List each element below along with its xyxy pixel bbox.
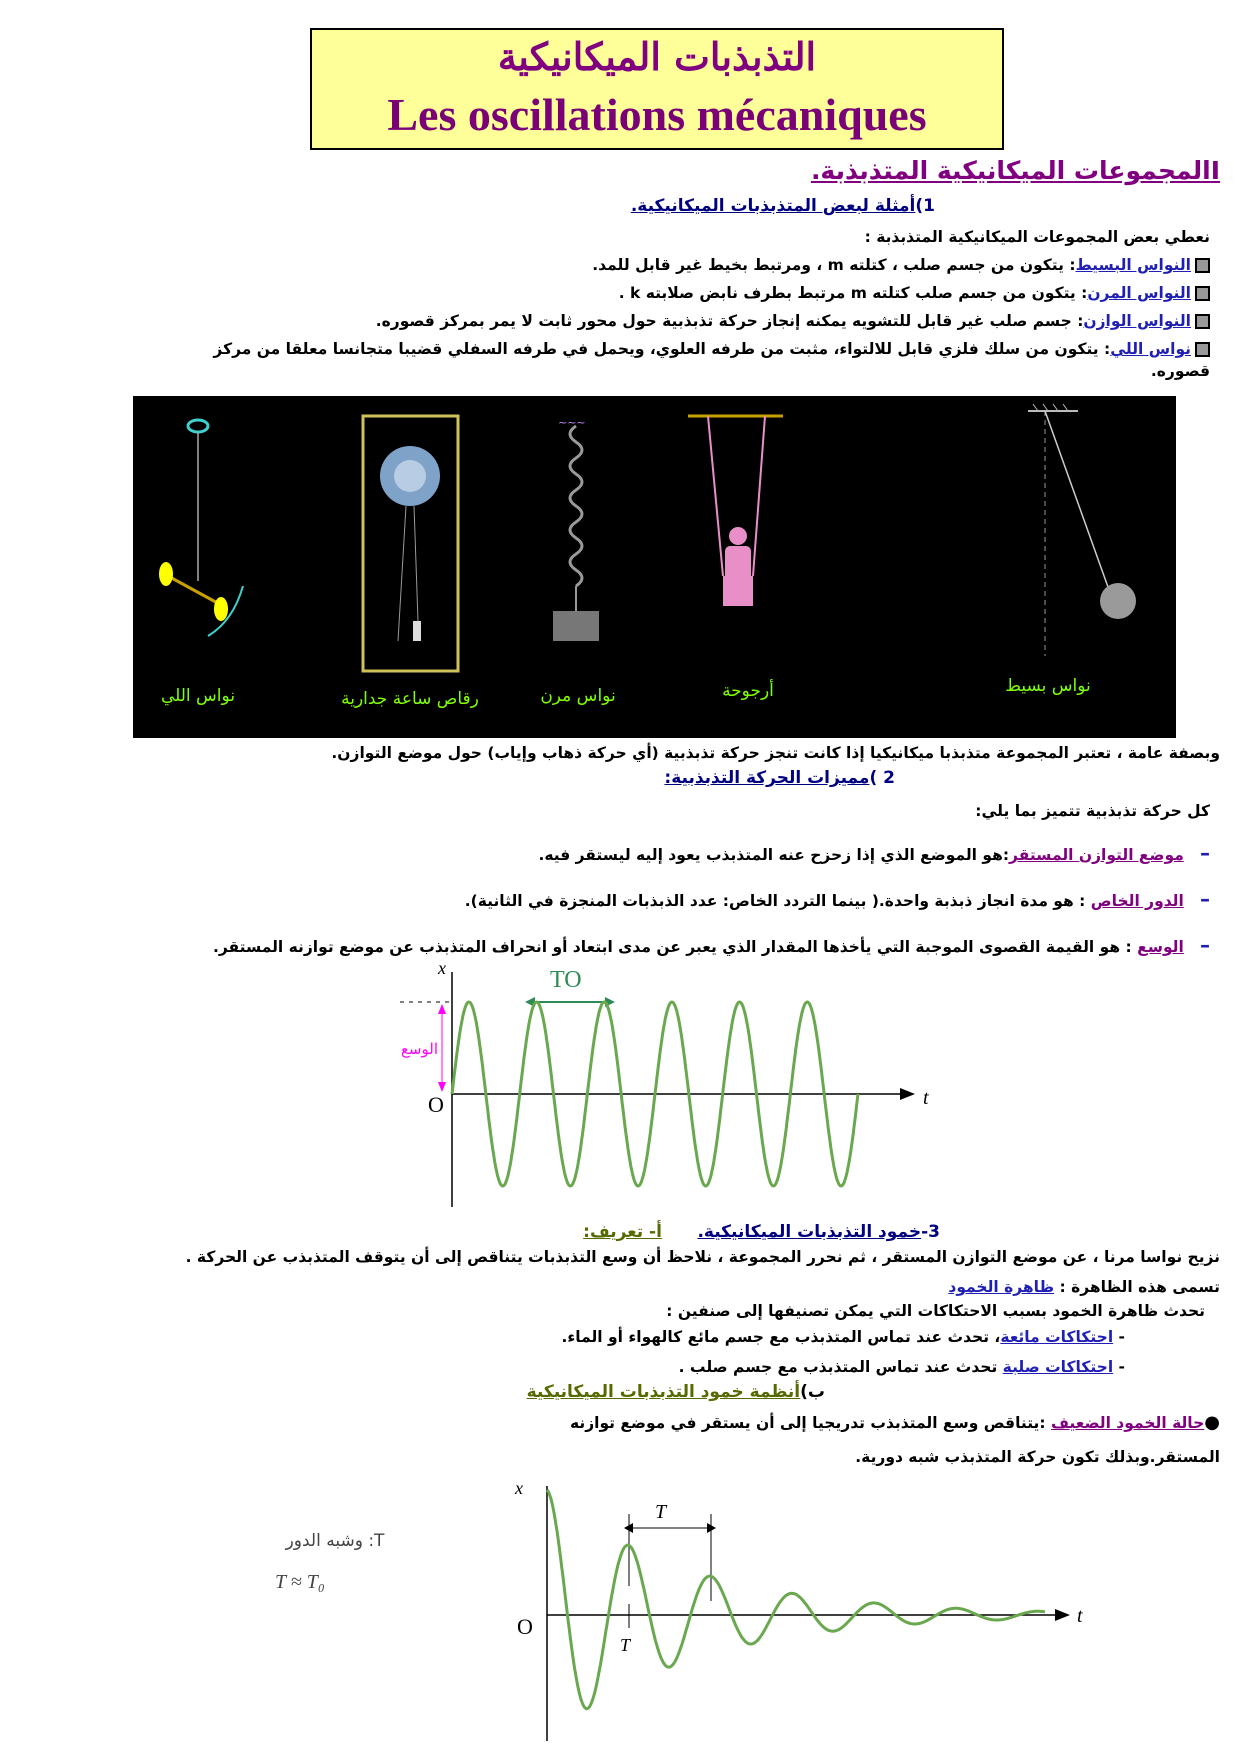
svg-text:~~~: ~~~ — [558, 416, 586, 429]
list-item — [210, 310, 1210, 332]
t-axis-arrow-icon — [900, 1088, 915, 1100]
t-axis-arrow-icon — [1055, 1609, 1070, 1621]
spring-pendulum-figure — [553, 416, 599, 641]
item-text: :يتناقص وسع المتذبذب تدريجيا إلى أن يستقر في موضع توازنه — [569, 1414, 1051, 1432]
sub-b-heading: أنظمة خمود التذبذبات الميكانيكية — [526, 1382, 801, 1402]
dash-icon: – — [1200, 887, 1210, 911]
term-equilibrium: موضع التوازن المستقر — [1009, 846, 1184, 864]
features-intro: كل حركة تذبذبية تتميز بما يلي: — [975, 802, 1210, 820]
x-label: x — [438, 962, 446, 978]
oscillators-illustration — [133, 396, 1176, 738]
term-spring-pendulum: النواس المرن — [1087, 284, 1191, 302]
oscillators-photo — [133, 396, 1176, 738]
x-label: x — [515, 1478, 523, 1498]
para2-prefix: تسمى هذه الظاهرة : — [1054, 1278, 1220, 1296]
caption-simple-pendulum: نواس بسيط — [1005, 676, 1091, 696]
section1-heading-row — [520, 156, 1220, 185]
term-amplitude: الوسع — [1137, 938, 1184, 956]
term-weak-damping: حالة الخمود الضعيف — [1050, 1414, 1205, 1432]
item-text: : هو مدة انجاز ذبذبة واحدة.( بينما التردد الخاص: عدد الذبذبات المنجزة في الثانية). — [464, 892, 1091, 910]
swing-figure — [688, 416, 783, 606]
list-item — [210, 254, 1210, 276]
section3-para1: نزيح نواسا مرنا ، عن موضع التوازن المستقر ، ثم نحرر المجموعة ، نلاحظ أن وسع التذبذبات يتناقص إلى أن يتوقف المتذبذب عن الحركة . — [185, 1248, 1220, 1266]
sub1-row — [435, 196, 935, 216]
sub2-num: 2 ) — [869, 768, 895, 788]
sub2-title: مميزات الحركة التذبذبية: — [664, 768, 870, 788]
item-text: : يتكون من جسم صلب ، كتلته m ، ومرتبط بخيط غير قابل للمد. — [592, 256, 1076, 274]
title-box — [310, 28, 1004, 150]
term-fluid-friction: احتكاكات مائعة — [1000, 1328, 1114, 1346]
period-label: TO — [550, 967, 582, 993]
sub-b-num: ب) — [800, 1382, 825, 1402]
term-torsion-pendulum: نواس اللي — [1110, 340, 1191, 358]
bullet-icon — [1195, 258, 1210, 273]
item-text: تحدث عند تماس المتذبذب مع جسم صلب . — [678, 1358, 1003, 1376]
sub2-row — [395, 768, 895, 788]
term-solid-friction: احتكاكات صلبة — [1002, 1358, 1114, 1376]
term-period: الدور الخاص — [1090, 892, 1184, 910]
list-item — [110, 842, 1210, 866]
period-bottom-label: T — [620, 1635, 631, 1655]
section3-num: 3- — [921, 1222, 940, 1242]
weak-damping-continuation: المستقر.وبذلك تكون حركة المتذبذب شبه دورية. — [855, 1448, 1220, 1466]
approx-label: T ≈ T₀ — [275, 1571, 325, 1593]
caption-clock-pendulum: رقاص ساعة جدارية — [341, 689, 479, 709]
dash-icon: – — [1200, 841, 1210, 865]
item-text: : هو القيمة القصوى الموجبة التي يأخذها المقدار الذي يعبر عن مدى ابتعاد أو انحراف المتذبذب عن موضع توازنه المستقر. — [212, 938, 1138, 956]
term-simple-pendulum: النواس البسيط — [1075, 256, 1191, 274]
damped-curve — [547, 1490, 1045, 1709]
damped-oscillation-graph — [215, 1476, 1105, 1748]
period-top-label: T — [655, 1501, 667, 1523]
item-text: ، تحدث عند تماس المتذبذب مع جسم مائع كالهواء أو الماء. — [561, 1328, 1001, 1346]
section3-para2 — [220, 1276, 1220, 1298]
origin-label: O — [517, 1614, 533, 1639]
origin-label: O — [428, 1092, 444, 1117]
list-item: - احتكاكات مائعة، تحدث عند تماس المتذبذب مع جسم مائع كالهواء أو الماء. — [561, 1328, 1125, 1346]
list-item — [150, 338, 1210, 382]
title-french: Les oscillations mécaniques — [387, 89, 927, 140]
list-item: ●حالة الخمود الضعيف :يتناقص وسع المتذبذب تدريجيا إلى أن يستقر في موضع توازنه — [569, 1412, 1220, 1433]
list-item — [30, 934, 1210, 958]
pseudo-period-label: وشبه الدور :T — [285, 1531, 385, 1551]
item-text: :هو الموضع الذي إذا زحزح عنه المتذبذب يعود إليه ليستقر فيه. — [538, 846, 1010, 864]
sub1-title: أمثلة لبعض المتذبذبات الميكانيكية. — [630, 196, 916, 216]
section1-roman: I — [1210, 156, 1220, 185]
caption-swing: أرجوحة — [722, 681, 774, 701]
sub-a-heading: أ- تعريف: — [583, 1222, 662, 1242]
clock-pendulum-figure — [363, 416, 458, 671]
list-item: - احتكاكات صلبة تحدث عند تماس المتذبذب مع جسم صلب . — [678, 1358, 1125, 1376]
dash-icon: – — [1200, 933, 1210, 957]
caption-spring-pendulum: نواس مرن — [540, 686, 616, 706]
undamped-oscillation-graph — [380, 962, 940, 1212]
section3-heading: خمود التذبذبات الميكانيكية. — [697, 1222, 922, 1242]
amplitude-label: الوسع — [400, 1040, 438, 1058]
bullet-icon — [1195, 314, 1210, 329]
sub-b-row — [225, 1382, 825, 1402]
item-text: : جسم صلب غير قابل للتشويه يمكنه إنجاز حركة تذبذبية حول محور ثابت لا يمر بمركز قصوره. — [375, 312, 1084, 330]
list-item — [110, 888, 1210, 912]
term-compound-pendulum: النواس الوازن — [1083, 312, 1191, 330]
section1-intro: نعطي بعض المجموعات الميكانيكية المتذبذبة : — [864, 228, 1210, 246]
section3-para3: تحدث ظاهرة الخمود بسبب الاحتكاكات التي يمكن تصنيفها إلى صنفين : — [666, 1302, 1205, 1320]
item-text: : يتكون من جسم صلب كتلته m مرتبط بطرف نابض صلابته k . — [618, 284, 1088, 302]
caption-torsion-pendulum: نواس اللي — [160, 686, 236, 706]
general-statement: وبصفة عامة ، تعتبر المجموعة متذبذبا ميكانيكيا إذا كانت تنجز حركة تذبذبية (أي حركة ذهاب وإياب) حول موضع التوازن. — [331, 744, 1220, 762]
title-arabic: التذبذبات الميكانيكية — [497, 34, 817, 79]
t-label: t — [1077, 1605, 1083, 1627]
section3-heading-row — [240, 1222, 940, 1242]
simple-pendulum-figure — [1028, 404, 1136, 656]
list-item — [210, 282, 1210, 304]
sub1-num: 1) — [915, 196, 935, 216]
term-damping: ظاهرة الخمود — [948, 1278, 1055, 1296]
torsion-pendulum-figure — [159, 420, 243, 636]
item-text: : يتكون من سلك فلزي قابل للالتواء، مثبت من طرفه العلوي، ويحمل في طرفه السفلي قضيبا متجانسا معلقا من مركز قصوره. — [213, 340, 1210, 380]
bullet-icon — [1195, 342, 1210, 357]
t-label: t — [923, 1087, 929, 1109]
section1-heading: المجموعات الميكانيكية المتذبذبة. — [810, 156, 1211, 185]
bullet-icon — [1195, 286, 1210, 301]
